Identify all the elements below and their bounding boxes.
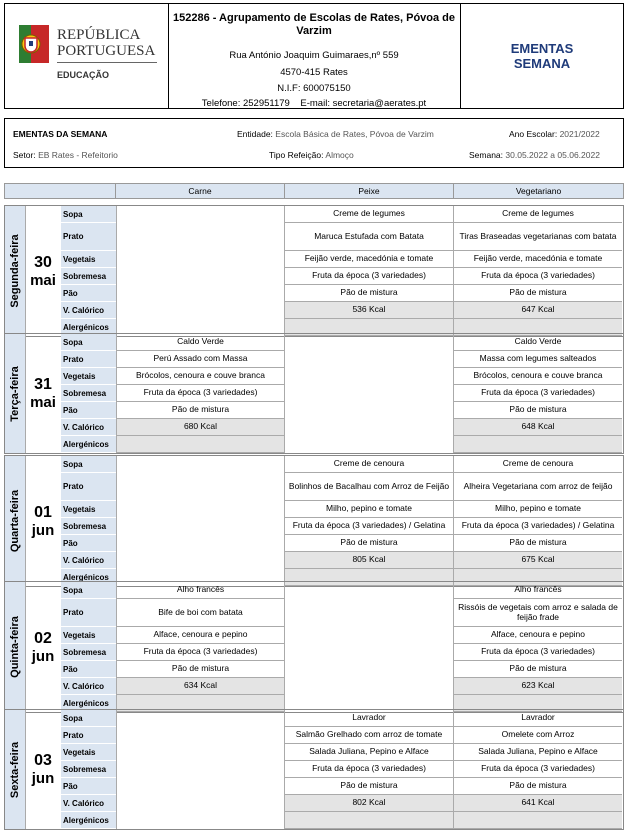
menu-cell-vegetariano: Pão de mistura — [453, 661, 622, 678]
day-block — [4, 455, 624, 587]
row-label: Alergénicos — [61, 695, 116, 712]
menu-row — [61, 678, 623, 695]
column-header-vegetariano: Vegetariano — [453, 183, 624, 199]
school-contacts: Telefone: 252951179 E-mail: secretaria@aerates.pt — [201, 98, 427, 109]
row-label: Sobremesa — [61, 518, 116, 535]
menu-cell-peixe — [284, 402, 453, 419]
row-label: Vegetais — [61, 501, 116, 518]
menu-cell-carne: 680 Kcal — [116, 419, 284, 436]
row-label: Prato — [61, 727, 116, 744]
menu-row — [61, 368, 623, 385]
row-label: Vegetais — [61, 368, 116, 385]
row-label: Sobremesa — [61, 644, 116, 661]
menu-cell-peixe: Fruta da época (3 variedades) — [284, 268, 453, 285]
day-date: 31 mai — [30, 376, 56, 411]
row-label: Alergénicos — [61, 812, 116, 829]
row-label: Prato — [61, 599, 116, 627]
menu-cell-peixe: Pão de mistura — [284, 778, 453, 795]
menu-row — [61, 761, 623, 778]
info-title: EMENTAS DA SEMANA — [13, 129, 108, 139]
row-label: Pão — [61, 535, 116, 552]
menu-row — [61, 627, 623, 644]
educacao-text: EDUCAÇÃO — [57, 70, 110, 80]
menu-cell-vegetariano: Fruta da época (3 variedades) — [453, 644, 622, 661]
corner-header — [4, 183, 116, 199]
row-label: Prato — [61, 223, 116, 251]
menu-cell-vegetariano: Omelete com Arroz — [453, 727, 622, 744]
menu-cell-peixe — [284, 334, 453, 351]
menu-cell-peixe — [284, 812, 453, 829]
row-label: V. Calórico — [61, 302, 116, 319]
week-info — [4, 118, 624, 168]
day-date: 02 jun — [31, 629, 55, 665]
menu-cell-vegetariano: 641 Kcal — [453, 795, 622, 812]
row-label: Prato — [61, 351, 116, 368]
menu-cell-peixe — [284, 599, 453, 627]
menu-cell-peixe: Bolinhos de Bacalhau com Arroz de Feijão — [284, 473, 453, 501]
republica-portuguesa-text: REPÚBLICA PORTUGUESA — [57, 27, 156, 59]
menu-row — [61, 285, 623, 302]
row-label: Sopa — [61, 582, 116, 599]
ementas-semana-title: EMENTAS SEMANA — [510, 41, 574, 71]
school-address: Rua António Joaquim Guimaraes,nº 559 — [229, 50, 399, 61]
menu-cell-peixe: Maruca Estufada com Batata — [284, 223, 453, 251]
row-label: Pão — [61, 778, 116, 795]
menu-cell-peixe: Milho, pepino e tomate — [284, 501, 453, 518]
day-block — [4, 333, 624, 454]
row-label: Sopa — [61, 710, 116, 727]
menu-row — [61, 268, 623, 285]
row-label: Pão — [61, 661, 116, 678]
menu-cell-carne: Pão de mistura — [116, 661, 284, 678]
row-label: V. Calórico — [61, 419, 116, 436]
menu-cell-carne — [116, 223, 284, 251]
row-label: Alergénicos — [61, 319, 116, 336]
menu-row — [61, 795, 623, 812]
row-label: Prato — [61, 473, 116, 501]
menu-cell-carne — [116, 436, 284, 453]
menu-row — [61, 473, 623, 501]
row-label: Alergénicos — [61, 436, 116, 453]
menu-cell-peixe — [284, 419, 453, 436]
menu-row — [61, 351, 623, 368]
menu-row — [61, 419, 623, 436]
menu-cell-vegetariano: Creme de legumes — [453, 206, 622, 223]
menu-cell-vegetariano: Massa com legumes salteados — [453, 351, 622, 368]
menu-cell-carne — [116, 251, 284, 268]
menu-cell-peixe — [284, 661, 453, 678]
day-date: 01 jun — [31, 503, 55, 539]
menu-cell-vegetariano: Alho francês — [453, 582, 622, 599]
row-label: V. Calórico — [61, 795, 116, 812]
menu-cell-carne — [116, 552, 284, 569]
menu-cell-vegetariano — [453, 436, 622, 453]
menu-cell-peixe: Feijão verde, macedónia e tomate — [284, 251, 453, 268]
menu-cell-peixe: Salmão Grelhado com arroz de tomate — [284, 727, 453, 744]
menu-row — [61, 334, 623, 351]
menu-row — [61, 535, 623, 552]
row-label: Vegetais — [61, 251, 116, 268]
menu-cell-carne: 634 Kcal — [116, 678, 284, 695]
menu-cell-vegetariano: Lavrador — [453, 710, 622, 727]
day-date: 03 jun — [31, 752, 55, 787]
day-block — [4, 581, 624, 713]
day-name: Segunda-feira — [5, 206, 26, 336]
menu-cell-peixe: Pão de mistura — [284, 285, 453, 302]
menu-cell-vegetariano: Brócolos, cenoura e couve branca — [453, 368, 622, 385]
menu-row — [61, 661, 623, 678]
menu-cell-carne: Perú Assado com Massa — [116, 351, 284, 368]
menu-cell-vegetariano: Salada Juliana, Pepino e Alface — [453, 744, 622, 761]
row-label: Sopa — [61, 456, 116, 473]
menu-cell-vegetariano: 648 Kcal — [453, 419, 622, 436]
menu-cell-peixe: Creme de cenoura — [284, 456, 453, 473]
menu-cell-carne — [116, 778, 284, 795]
menu-cell-vegetariano: Pão de mistura — [453, 778, 622, 795]
menu-cell-carne: Alface, cenoura e pepino — [116, 627, 284, 644]
menu-cell-peixe: Fruta da época (3 variedades) — [284, 761, 453, 778]
row-label: Sobremesa — [61, 385, 116, 402]
menu-row — [61, 456, 623, 473]
menu-cell-carne: Alho francês — [116, 582, 284, 599]
menu-cell-carne — [116, 795, 284, 812]
school-postal: 4570-415 Rates — [280, 67, 348, 78]
menu-cell-carne — [116, 302, 284, 319]
menu-cell-peixe — [284, 351, 453, 368]
row-label: Sopa — [61, 334, 116, 351]
menu-cell-carne — [116, 206, 284, 223]
entidade: Entidade: Escola Básica de Rates, Póvoa de Varzim — [237, 129, 434, 139]
menu-row — [61, 644, 623, 661]
menu-row — [61, 206, 623, 223]
menu-row — [61, 599, 623, 627]
day-block — [4, 709, 624, 830]
menu-cell-peixe: 805 Kcal — [284, 552, 453, 569]
menu-row — [61, 518, 623, 535]
day-name: Terça-feira — [5, 334, 26, 453]
menu-cell-peixe: Fruta da época (3 variedades) / Gelatina — [284, 518, 453, 535]
day-date: 30 mai — [30, 253, 56, 289]
menu-cell-peixe: 802 Kcal — [284, 795, 453, 812]
menu-row — [61, 436, 623, 453]
menu-cell-carne: Fruta da época (3 variedades) — [116, 385, 284, 402]
row-label: Sobremesa — [61, 761, 116, 778]
menu-cell-vegetariano: 623 Kcal — [453, 678, 622, 695]
menu-cell-carne — [116, 744, 284, 761]
menu-row — [61, 302, 623, 319]
menu-row — [61, 727, 623, 744]
menu-cell-peixe — [284, 385, 453, 402]
menu-cell-vegetariano: Pão de mistura — [453, 402, 622, 419]
menu-row — [61, 744, 623, 761]
coat-of-arms-icon — [19, 25, 49, 63]
day-name: Quarta-feira — [5, 456, 26, 586]
menu-cell-peixe: Salada Juliana, Pepino e Alface — [284, 744, 453, 761]
menu-cell-carne — [116, 535, 284, 552]
menu-row — [61, 223, 623, 251]
menu-row — [61, 501, 623, 518]
menu-cell-carne — [116, 761, 284, 778]
document-header — [4, 3, 624, 109]
menu-cell-carne: Bife de boi com batata — [116, 599, 284, 627]
menu-cell-vegetariano: Creme de cenoura — [453, 456, 622, 473]
menu-cell-peixe: Creme de legumes — [284, 206, 453, 223]
menu-cell-carne — [116, 456, 284, 473]
menu-row — [61, 251, 623, 268]
menu-cell-carne — [116, 268, 284, 285]
government-logo — [5, 4, 169, 108]
menu-cell-vegetariano: Fruta da época (3 variedades) / Gelatina — [453, 518, 622, 535]
row-label: Sopa — [61, 206, 116, 223]
menu-cell-vegetariano: Tiras Braseadas vegetarianas com batata — [453, 223, 622, 251]
menu-cell-carne — [116, 727, 284, 744]
menu-cell-peixe — [284, 627, 453, 644]
school-info — [168, 4, 461, 108]
column-header-peixe: Peixe — [284, 183, 454, 199]
day-name: Sexta-feira — [5, 710, 26, 829]
row-label: Vegetais — [61, 744, 116, 761]
menu-cell-vegetariano: Fruta da época (3 variedades) — [453, 761, 622, 778]
school-title: 152286 - Agrupamento de Escolas de Rates, Póvoa de Varzim — [172, 12, 456, 37]
menu-cell-carne: Pão de mistura — [116, 402, 284, 419]
ano-escolar: Ano Escolar: 2021/2022 — [509, 129, 600, 139]
row-label: V. Calórico — [61, 678, 116, 695]
menu-row — [61, 812, 623, 829]
menu-cell-peixe — [284, 644, 453, 661]
menu-cell-carne — [116, 285, 284, 302]
semana: Semana: 30.05.2022 a 05.06.2022 — [469, 150, 600, 160]
menu-cell-peixe — [284, 678, 453, 695]
menu-cell-carne — [116, 710, 284, 727]
menu-cell-peixe: Lavrador — [284, 710, 453, 727]
menu-cell-carne — [116, 473, 284, 501]
menu-cell-carne: Caldo Verde — [116, 334, 284, 351]
menu-row — [61, 778, 623, 795]
day-block — [4, 205, 624, 337]
menu-cell-carne: Fruta da época (3 variedades) — [116, 644, 284, 661]
menu-cell-vegetariano: Pão de mistura — [453, 285, 622, 302]
row-label: Pão — [61, 402, 116, 419]
menu-cell-vegetariano: Caldo Verde — [453, 334, 622, 351]
menu-cell-carne — [116, 501, 284, 518]
menu-cell-carne — [116, 812, 284, 829]
menu-cell-vegetariano: Fruta da época (3 variedades) — [453, 385, 622, 402]
menu-row — [61, 710, 623, 727]
menu-cell-carne: Brócolos, cenoura e couve branca — [116, 368, 284, 385]
menu-cell-peixe — [284, 368, 453, 385]
row-label: Vegetais — [61, 627, 116, 644]
menu-row — [61, 402, 623, 419]
school-nif: N.I.F: 600075150 — [277, 83, 351, 94]
menu-cell-peixe — [284, 582, 453, 599]
row-label: V. Calórico — [61, 552, 116, 569]
menu-cell-peixe: 536 Kcal — [284, 302, 453, 319]
menu-cell-peixe: Pão de mistura — [284, 535, 453, 552]
menu-cell-vegetariano: 647 Kcal — [453, 302, 622, 319]
menu-cell-vegetariano: 675 Kcal — [453, 552, 622, 569]
column-header-carne: Carne — [115, 183, 285, 199]
menu-row — [61, 582, 623, 599]
menu-cell-vegetariano: Milho, pepino e tomate — [453, 501, 622, 518]
menu-cell-vegetariano: Alheira Vegetariana com arroz de feijão — [453, 473, 622, 501]
row-label: Pão — [61, 285, 116, 302]
menu-cell-vegetariano: Feijão verde, macedónia e tomate — [453, 251, 622, 268]
menu-cell-vegetariano: Fruta da época (3 variedades) — [453, 268, 622, 285]
menu-cell-vegetariano: Rissóis de vegetais com arroz e salada de feijão frade — [453, 599, 622, 627]
menu-cell-vegetariano: Alface, cenoura e pepino — [453, 627, 622, 644]
menu-row — [61, 552, 623, 569]
day-name: Quinta-feira — [5, 582, 26, 712]
menu-cell-peixe — [284, 436, 453, 453]
tipo-refeicao: Tipo Refeição: Almoço — [269, 150, 354, 160]
menu-cell-vegetariano — [453, 812, 622, 829]
menu-cell-vegetariano: Pão de mistura — [453, 535, 622, 552]
row-label: Sobremesa — [61, 268, 116, 285]
menu-cell-carne — [116, 518, 284, 535]
setor: Setor: EB Rates - Refeitorio — [13, 150, 118, 160]
menu-row — [61, 385, 623, 402]
row-label: Alergénicos — [61, 569, 116, 586]
